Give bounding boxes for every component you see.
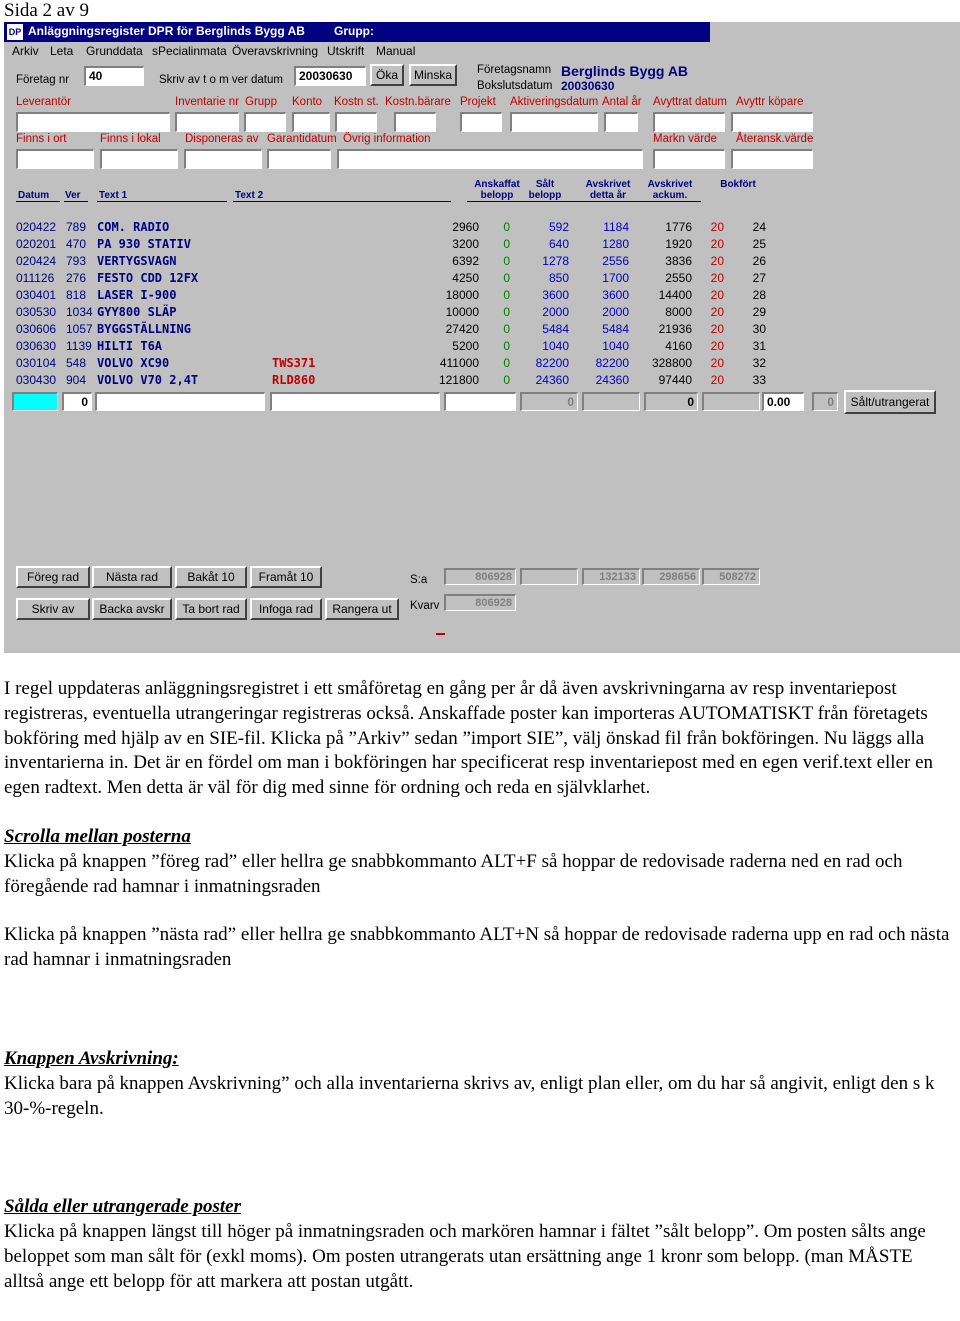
table-row[interactable] — [14, 271, 834, 288]
cell-avs1: 2000 — [542, 305, 569, 319]
grupp-label: Grupp — [245, 96, 277, 108]
cell-p: 20 — [710, 254, 724, 268]
cell-p: 20 — [710, 271, 724, 285]
cell-text1: LASER I-900 — [97, 288, 177, 302]
col-underline — [467, 201, 701, 202]
ateransk-varde-label: Återansk.värde — [736, 133, 814, 145]
app-window — [4, 22, 960, 653]
input-ver-field[interactable]: 0 — [62, 392, 92, 411]
cell-ver: 818 — [66, 288, 87, 302]
menu-overavskrivning[interactable]: Överavskrivning — [232, 44, 319, 58]
cell-text2: RLD860 — [272, 373, 316, 387]
cell-text1: PA 930 STATIV — [97, 237, 191, 251]
menu-specialinmata[interactable]: sPecialinmata — [152, 44, 227, 58]
cell-n: 29 — [752, 305, 766, 319]
cell-text1: VERTYGSVAGN — [97, 254, 177, 268]
avyttr-kopare-field[interactable] — [731, 112, 813, 132]
konto-label: Konto — [292, 96, 323, 108]
col-underline — [233, 201, 451, 202]
cell-n: 32 — [752, 356, 766, 370]
page-header: Sida 2 av 9 — [4, 0, 89, 21]
cell-avs2: 1184 — [603, 220, 629, 234]
col-header-avskrivet-ackum: Avskrivet ackum. — [647, 179, 693, 201]
cell-avs1: 3600 — [542, 288, 569, 302]
cell-salt: 0 — [503, 271, 510, 285]
cell-datum: 030606 — [16, 322, 57, 336]
input-last-field[interactable]: 0 — [812, 392, 838, 411]
sum-bokfort: 508272 — [702, 568, 760, 585]
projekt-field[interactable] — [460, 112, 502, 132]
leverantor-label: Leverantör — [16, 96, 71, 108]
kostn-barare-field[interactable] — [394, 112, 436, 132]
table-row[interactable] — [14, 237, 834, 254]
section-heading-salda: Sålda eller utrangerade poster — [4, 1196, 241, 1218]
cell-p: 20 — [710, 288, 724, 302]
finns-i-lokal-field[interactable] — [100, 149, 178, 169]
cell-salt: 0 — [503, 373, 510, 387]
cell-text1: HILTI T6A — [97, 339, 163, 353]
cell-text1: COM. RADIO — [97, 220, 170, 234]
input-text1-field[interactable] — [95, 392, 265, 411]
cell-salt: 0 — [503, 254, 510, 268]
cell-datum: 011126 — [16, 271, 55, 285]
cell-avs1: 24360 — [535, 373, 569, 387]
cell-avs1: 1040 — [542, 339, 569, 353]
section-heading-avskrivning: Knappen Avskrivning: — [4, 1047, 179, 1069]
cell-bok: 2550 — [665, 271, 692, 285]
cell-p: 20 — [710, 339, 724, 353]
markn-varde-label: Markn värde — [653, 133, 717, 145]
cell-ansk: 3200 — [452, 237, 479, 251]
input-avskrivet-ackum-field[interactable]: 0 — [644, 392, 698, 411]
cell-avs1: 5484 — [542, 322, 569, 336]
cell-text1: VOLVO V70 2,4T — [97, 373, 199, 387]
sum-anskaffat: 806928 — [444, 568, 516, 585]
framat-10-button[interactable]: Framåt 10 — [250, 566, 322, 588]
garantidatum-label: Garantidatum — [267, 133, 337, 145]
foretag-nr-label: Företag nr — [16, 74, 70, 86]
foretagsnamn-value: Berglinds Bygg AB — [561, 63, 689, 79]
cell-p: 20 — [710, 373, 724, 387]
avyttrat-datum-label: Avyttrat datum — [653, 96, 727, 108]
cell-bok: 1776 — [665, 220, 692, 234]
cell-avs1: 1278 — [542, 254, 569, 268]
rangera-ut-button[interactable]: Rangera ut — [325, 598, 399, 620]
nasta-rad-button[interactable]: Nästa rad — [92, 566, 172, 588]
cell-text1: VOLVO XC90 — [97, 356, 170, 370]
projekt-label: Projekt — [460, 96, 496, 108]
menu-utskrift[interactable]: Utskrift — [327, 44, 365, 58]
finns-i-ort-label: Finns i ort — [16, 133, 67, 145]
table-row[interactable] — [14, 339, 834, 356]
kvarv-label: Kvarv — [410, 600, 440, 612]
cell-avs2: 2556 — [602, 254, 629, 268]
cell-datum: 030104 — [16, 356, 57, 370]
cell-n: 25 — [752, 237, 766, 251]
oka-button[interactable]: Öka — [370, 64, 404, 86]
cell-n: 30 — [752, 322, 766, 336]
markn-varde-field[interactable] — [653, 149, 725, 169]
cell-salt: 0 — [503, 356, 510, 370]
ateransk-varde-field[interactable] — [731, 149, 813, 169]
garantidatum-field[interactable] — [267, 149, 331, 169]
cell-salt: 0 — [503, 237, 510, 251]
cell-ver: 1139 — [66, 339, 92, 353]
cell-p: 20 — [710, 237, 724, 251]
cell-n: 31 — [752, 339, 766, 353]
cell-bok: 8000 — [665, 305, 692, 319]
kostn-st-label: Kostn st. — [334, 96, 379, 108]
sum-salt — [520, 568, 578, 585]
cursor-marker — [436, 633, 445, 635]
input-bokfort-field[interactable] — [702, 392, 760, 411]
col-header-salt: Sålt belopp — [528, 179, 562, 201]
foretag-nr-field[interactable]: 40 — [84, 66, 144, 86]
paragraph-avskrivning: Klicka bara på knappen Avskrivning” och alla inventarierna skrivs av, enligt plan eller, om du har så angivit, enligt den s k 30-%-regeln. — [4, 1072, 935, 1119]
cell-avs2: 82200 — [595, 356, 629, 370]
cell-bok: 21936 — [658, 322, 692, 336]
infoga-rad-button[interactable]: Infoga rad — [250, 598, 322, 620]
paragraph-salda: Klicka på knappen längst till höger på inmatningsraden och markören hamnar i fältet ”sålt belopp”. Om posten sålts ange beloppet som man sålt för (exkl moms). Om posten utrangerats utan ersättning ange 1 kronr som belopp. (man MÅSTE alltså ange ett belopp för att markera att postan utgått. — [4, 1221, 926, 1292]
cell-ansk: 27420 — [445, 322, 479, 336]
bokslut-value: 20030630 — [561, 79, 615, 93]
cell-avs2: 2000 — [602, 305, 629, 319]
avyttr-kopare-label: Avyttr köpare — [736, 96, 804, 108]
cell-p: 20 — [710, 322, 724, 336]
cell-datum: 020422 — [16, 220, 57, 234]
menu-grunddata[interactable]: Grunddata — [86, 44, 143, 58]
cell-bok: 1920 — [665, 237, 692, 251]
cell-n: 24 — [752, 220, 766, 234]
cell-ansk: 5200 — [452, 339, 479, 353]
cell-datum: 020424 — [16, 254, 57, 268]
cell-datum: 020201 — [16, 237, 57, 251]
cell-salt: 0 — [503, 220, 510, 234]
kostn-st-field[interactable] — [335, 112, 377, 132]
antal-ar-label: Antal år — [602, 96, 642, 108]
finns-i-ort-field[interactable] — [16, 149, 94, 169]
cell-ver: 789 — [66, 220, 87, 234]
cell-bok: 328800 — [651, 356, 692, 370]
cell-avs2: 5484 — [602, 322, 629, 336]
table-row[interactable] — [14, 373, 834, 390]
cell-avs2: 24360 — [595, 373, 629, 387]
ta-bort-rad-button[interactable]: Ta bort rad — [175, 598, 247, 620]
cell-salt: 0 — [503, 305, 510, 319]
backa-avskr-button[interactable]: Backa avskr — [92, 598, 172, 620]
paragraph-foreg-rad: Klicka på knappen ”föreg rad” eller hellra ge snabbkommanto ALT+F så hoppar de redovisade raderna ned en rad och föregående rad hamnar i inmatningsraden — [4, 850, 903, 897]
cell-avs2: 1280 — [602, 237, 629, 251]
table-row[interactable] — [14, 220, 834, 237]
cell-text2: TWS371 — [272, 356, 316, 370]
table-row[interactable] — [14, 288, 834, 305]
cell-ver: 1057 — [66, 322, 93, 336]
col-header-ver: Ver — [65, 190, 81, 201]
col-header-text2: Text 2 — [235, 190, 264, 201]
foreg-rad-button[interactable]: Föreg rad — [16, 566, 90, 588]
cell-ansk: 4250 — [452, 271, 479, 285]
sum-avskrivet-detta: 132133 — [582, 568, 640, 585]
input-datum-field[interactable] — [12, 392, 58, 411]
skriv-av-date-field[interactable]: 20030630 — [294, 66, 366, 86]
cell-text1: BYGGSTÄLLNING — [97, 322, 191, 336]
cell-n: 26 — [752, 254, 766, 268]
cell-bok: 4160 — [665, 339, 692, 353]
paragraph-nasta-rad: Klicka på knappen ”nästa rad” eller hellra ge snabbkommanto ALT+N så hoppar de redovisade raderna upp en rad och nästa rad hamnar i inmatningsraden — [4, 924, 950, 971]
col-underline — [16, 201, 60, 202]
table-row[interactable] — [14, 305, 834, 322]
cell-ver: 793 — [66, 254, 87, 268]
cell-avs2: 3600 — [602, 288, 629, 302]
cell-n: 27 — [752, 271, 766, 285]
inventarie-nr-field[interactable] — [175, 112, 239, 132]
skriv-av-label: Skriv av t o m ver datum — [159, 74, 283, 86]
cell-datum: 030630 — [16, 339, 57, 353]
cell-ver: 904 — [66, 373, 87, 387]
menu-manual[interactable]: Manual — [376, 44, 416, 58]
cell-p: 20 — [710, 220, 724, 234]
cell-n: 28 — [752, 288, 766, 302]
cell-ansk: 121800 — [438, 373, 479, 387]
kostn-barare-label: Kostn.bärare — [385, 96, 451, 108]
cell-avs1: 640 — [548, 237, 569, 251]
group-label: Grupp: — [334, 24, 374, 38]
cell-ansk: 2960 — [452, 220, 479, 234]
intro-paragraph: I regel uppdateras anläggningsregistret i ett småföretag en gång per år då även avskrivningarna av resp inventariepost registreras, eventuella utrangeringar registreras också. Anskaffade poster kan importeras AUTOMATISKT från företagets bokföring med hjälp av en SIE-fil. Klicka på ”Arkiv” sedan ”import SIE”, välj önskad fil från bokföringen. Nu läggs alla inventarierna in. Det är en fördel om man i bokföringen har specificerat resp inventariepost med en egen verif.text eller en egen radtext. Men detta är väl för dig med sinne för ordning och reda en självklarhet. — [4, 678, 934, 799]
minska-button[interactable]: Minska — [409, 64, 457, 86]
col-underline — [64, 201, 88, 202]
cell-avs1: 850 — [548, 271, 569, 285]
cell-ansk: 10000 — [445, 305, 479, 319]
sum-avskrivet-ackum: 298656 — [642, 568, 700, 585]
aktiveringsdatum-label: Aktiveringsdatum — [510, 96, 599, 108]
sa-label: S:a — [410, 574, 428, 586]
input-text2-field[interactable] — [270, 392, 440, 411]
cell-ansk: 6392 — [452, 254, 479, 268]
cell-p: 20 — [710, 305, 724, 319]
input-avskrivet-detta-field[interactable] — [582, 392, 640, 411]
cell-bok: 97440 — [658, 373, 692, 387]
inventarie-nr-label: Inventarie nr — [175, 96, 239, 108]
col-header-anskaffat: Anskaffat belopp — [474, 179, 520, 201]
cell-salt: 0 — [503, 322, 510, 336]
disponeras-av-field[interactable] — [184, 149, 262, 169]
bokslut-label: Bokslutsdatum — [477, 80, 553, 92]
col-underline — [97, 201, 227, 202]
col-header-avskrivet-detta: Avskrivet detta år — [585, 179, 631, 201]
section-heading-scrolla: Scrolla mellan posterna — [4, 825, 191, 847]
cell-text1: FESTO CDD 12FX — [97, 271, 199, 285]
ovrig-information-field[interactable] — [337, 149, 643, 169]
skriv-av-button[interactable]: Skriv av — [16, 598, 90, 620]
cell-datum: 030430 — [16, 373, 57, 387]
document-body — [4, 677, 956, 1295]
salt-utrangerat-button[interactable]: Sålt/utrangerat — [844, 390, 936, 414]
cell-datum: 030401 — [16, 288, 57, 302]
input-value-field[interactable]: 0.00 — [762, 392, 804, 411]
foretagsnamn-label: Företagsnamn — [477, 64, 552, 76]
cell-bok: 14400 — [658, 288, 692, 302]
cell-ansk: 411000 — [439, 356, 479, 370]
cell-avs1: 82200 — [535, 356, 569, 370]
cell-ver: 470 — [66, 237, 87, 251]
disponeras-av-label: Disponeras av — [185, 133, 259, 145]
input-salt-field[interactable]: 0 — [520, 392, 578, 411]
cell-salt: 0 — [503, 288, 510, 302]
col-header-text1: Text 1 — [99, 190, 128, 201]
antal-ar-field[interactable] — [604, 112, 638, 132]
aktiveringsdatum-field[interactable] — [510, 112, 598, 132]
cell-avs1: 592 — [548, 220, 569, 234]
cell-ver: 548 — [66, 356, 87, 370]
menu-arkiv[interactable]: Arkiv — [12, 44, 39, 58]
title-bar — [4, 22, 710, 42]
avyttrat-datum-field[interactable] — [653, 112, 725, 132]
bakat-10-button[interactable]: Bakåt 10 — [175, 566, 247, 588]
cell-p: 20 — [710, 356, 724, 370]
cell-n: 33 — [752, 373, 766, 387]
cell-bok: 3836 — [665, 254, 692, 268]
ovrig-information-label: Övrig information — [343, 133, 431, 145]
konto-field[interactable] — [292, 112, 330, 132]
cell-datum: 030530 — [16, 305, 57, 319]
cell-text1: GYY800 SLÄP — [97, 305, 177, 319]
finns-i-lokal-label: Finns i lokal — [100, 133, 161, 145]
table-row[interactable] — [14, 254, 834, 271]
cell-ver: 276 — [66, 271, 87, 285]
cell-ver: 1034 — [66, 305, 93, 319]
grupp-field[interactable] — [244, 112, 286, 132]
input-anskaffat-field[interactable] — [444, 392, 516, 411]
app-icon: DP — [7, 24, 23, 40]
leverantor-field[interactable] — [16, 112, 170, 132]
cell-avs2: 1040 — [602, 339, 629, 353]
table-row[interactable] — [14, 322, 834, 339]
window-title: Anläggningsregister DPR för Berglinds Bygg AB — [28, 24, 305, 38]
cell-ansk: 18000 — [445, 288, 479, 302]
menu-leta[interactable]: Leta — [50, 44, 74, 58]
col-header-bokfort: Bokfört — [720, 179, 756, 190]
col-header-datum: Datum — [18, 190, 50, 201]
table-row[interactable] — [14, 356, 834, 373]
cell-avs2: 1700 — [602, 271, 629, 285]
kvarv-value: 806928 — [444, 594, 516, 611]
cell-salt: 0 — [503, 339, 510, 353]
